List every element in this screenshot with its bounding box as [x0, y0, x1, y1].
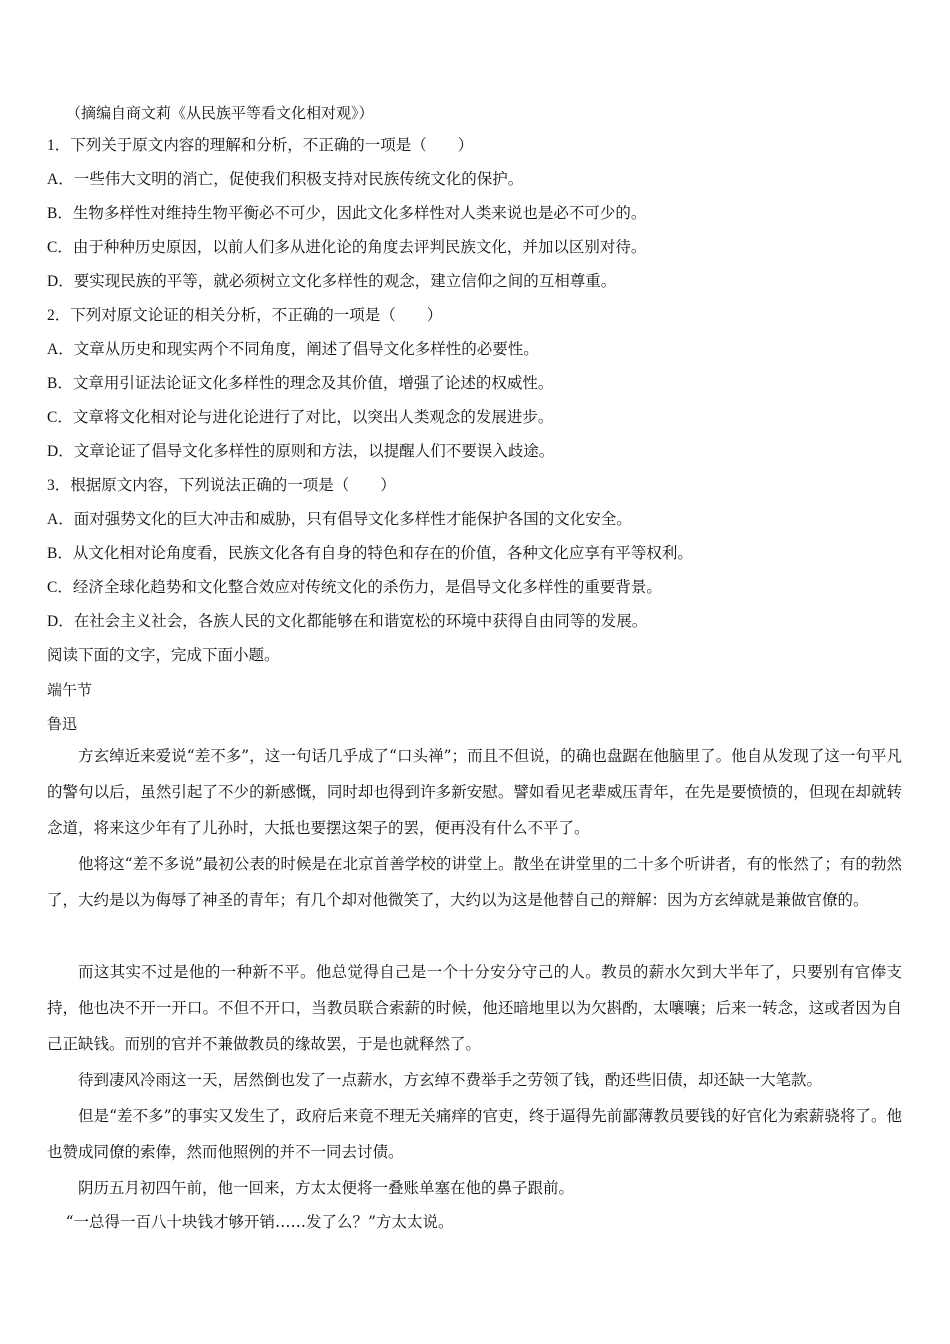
question-1-option-b: B．生物多样性对维持生物平衡必不可少，因此文化多样性对人类来说也是必不可少的。 [47, 205, 647, 222]
reading-instruction: 阅读下面的文字，完成下面小题。 [47, 647, 280, 664]
question-3-option-c: C．经济全球化趋势和文化整合效应对传统文化的杀伤力，是倡导文化多样性的重要背景。 [47, 579, 662, 596]
question-1-stem: 1．下列关于原文内容的理解和分析，不正确的一项是（ ） [47, 137, 474, 154]
question-2-option-a: A．文章从历史和现实两个不同角度，阐述了倡导文化多样性的必要性。 [47, 341, 539, 358]
question-2-option-d: D．文章论证了倡导文化多样性的原则和方法，以提醒人们不要误入歧途。 [47, 443, 555, 460]
source-note: （摘编自商文莉《从民族平等看文化相对观》） [66, 104, 374, 122]
story-paragraph-4: 待到凄风冷雨这一天，居然倒也发了一点薪水，方玄绰不费举手之劳领了钱，酌还些旧债，却还缺一大笔款。 [78, 1071, 823, 1089]
question-3-option-a: A．面对强势文化的巨大冲击和威胁，只有倡导文化多样性才能保护各国的文化安全。 [47, 511, 632, 528]
story-paragraph-7: “一总得一百八十块钱才够开销……发了么？”方太太说。 [65, 1213, 454, 1231]
question-3-stem: 3．根据原文内容，下列说法正确的一项是（ ） [47, 477, 396, 494]
question-2-option-b: B．文章用引证法论证文化多样性的理念及其价值，增强了论述的权威性。 [47, 375, 554, 392]
question-1-option-c: C．由于种种历史原因，以前人们多从进化论的角度去评判民族文化，并加以区别对待。 [47, 239, 647, 256]
question-3-option-b: B．从文化相对论角度看，民族文化各有自身的特色和存在的价值，各种文化应享有平等权利。 [47, 545, 693, 562]
question-2-stem: 2．下列对原文论证的相关分析，不正确的一项是（ ） [47, 307, 443, 324]
story-paragraph-1: 方玄绰近来爱说“差不多”，这一句话几乎成了“口头禅”；而且不但说，的确也盘踞在他脑里了。他自从发现了这一句平凡的警句以后，虽然引起了不少的新感慨，同时却也得到许多新安慰。譬如看见老辈威压青年，在先是要愤愤的，但现在却就转念道，将来这少年有了儿孙时，大抵也要摆这架子的罢，便再没有什么不平了。 [47, 747, 902, 837]
story-paragraph-3: 而这其实不过是他的一种新不平。他总觉得自己是一个十分安分守己的人。教员的薪水欠到大半年了，只要别有官俸支持，他也决不开一开口。不但不开口，当教员联合索薪的时候，他还暗地里以为欠斟酌，太嚷嚷；后来一转念，这或者因为自己正缺钱。而别的官并不兼做教员的缘故罢，于是也就释然了。 [47, 963, 902, 1053]
story-author: 鲁迅 [47, 715, 78, 733]
question-2-option-c: C．文章将文化相对论与进化论进行了对比，以突出人类观念的发展进步。 [47, 409, 554, 426]
question-3-option-d: D．在社会主义社会，各族人民的文化都能够在和谐宽松的环境中获得自由同等的发展。 [47, 613, 648, 630]
question-1-option-d: D．要实现民族的平等，就必须树立文化多样性的观念，建立信仰之间的互相尊重。 [47, 273, 617, 290]
story-paragraph-6: 阴历五月初四午前，他一回来，方太太便将一叠账单塞在他的鼻子跟前。 [78, 1179, 575, 1197]
story-paragraph-2: 他将这“差不多说”最初公表的时候是在北京首善学校的讲堂上。散坐在讲堂里的二十多个听讲者，有的怅然了；有的勃然了，大约是以为侮辱了神圣的青年；有几个却对他微笑了，大约以为这是他替自己的辩解：因为方玄绰就是兼做官僚的。 [47, 855, 902, 909]
story-paragraph-5: 但是“差不多”的事实又发生了，政府后来竟不理无关痛痒的官吏，终于逼得先前鄙薄教员要钱的好官化为索薪骁将了。他也赞成同僚的索俸，然而他照例的并不一同去讨债。 [47, 1107, 902, 1161]
question-1-option-a: A．一些伟大文明的消亡，促使我们积极支持对民族传统文化的保护。 [47, 171, 524, 188]
story-title: 端午节 [47, 681, 93, 699]
